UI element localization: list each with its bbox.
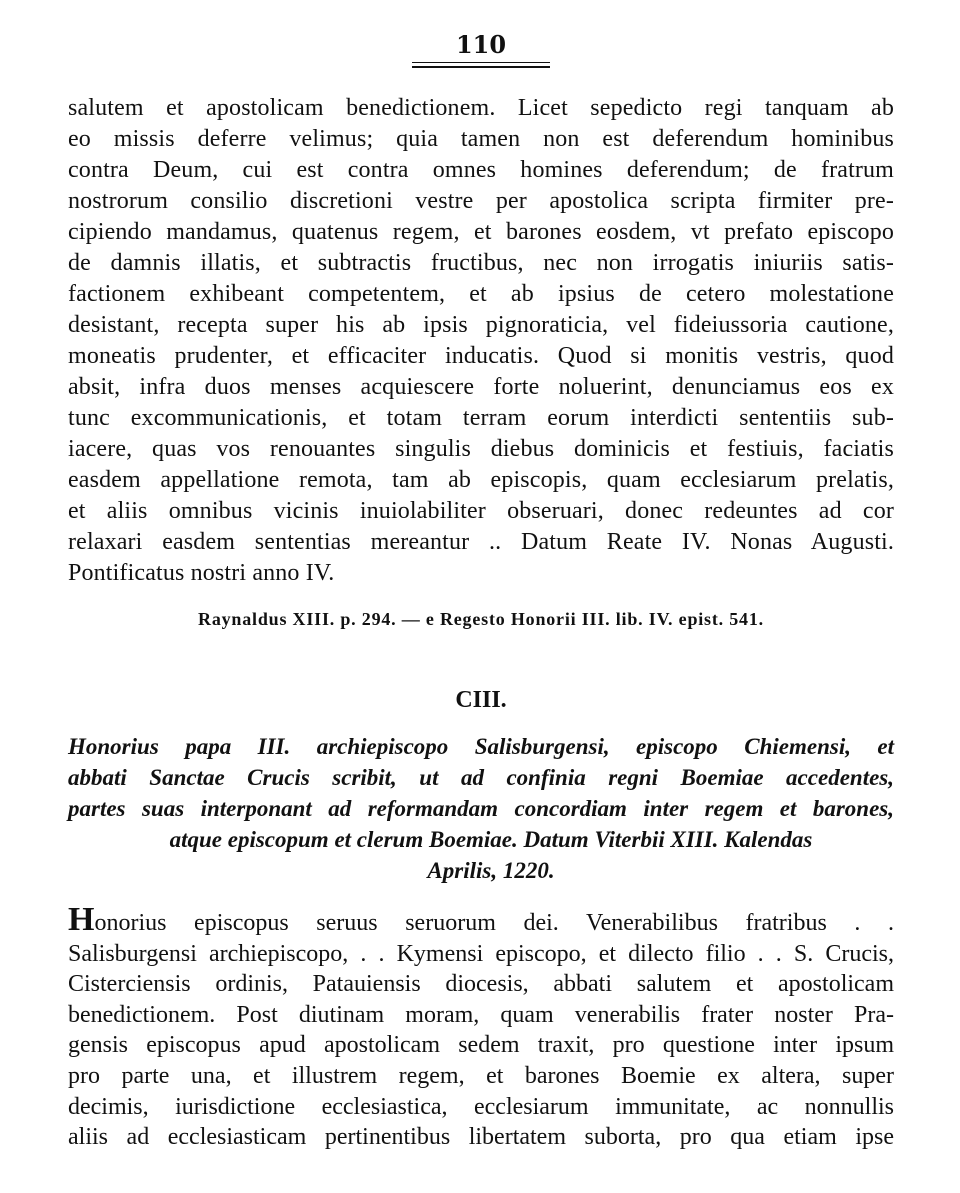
text-line: tunc excommunicationis, et totam terram eorum interdicti sententiis sub- xyxy=(68,405,894,431)
text-line: salutem et apostolicam benedictionem. Licet sepedicto regi tanquam ab xyxy=(68,95,894,121)
text-line: Cisterciensis ordinis, Patauiensis diocesis, abbati salutem et apostolicam xyxy=(68,971,894,998)
text-line: nostrorum consilio discretioni vestre per apostolica scripta firmiter pre- xyxy=(68,188,894,214)
text-line: absit, infra duos menses acquiescere forte noluerint, denunciamus eos ex xyxy=(68,374,894,400)
summary-line: atque episcopum et clerum Boemiae. Datum Viterbii XIII. Kalendas xyxy=(169,827,813,852)
summary-line: Aprilis, 1220. xyxy=(427,858,555,883)
document-page xyxy=(68,30,894,1153)
drop-initial: H xyxy=(68,901,95,938)
source-citation: Raynaldus XIII. p. 294. — e Regesto Honorii III. lib. IV. epist. 541. xyxy=(198,609,764,629)
text-line: eo missis deferre velimus; quia tamen non est deferendum hominibus xyxy=(68,126,894,152)
text-line: Salisburgensi archiepiscopo, . . Kymensi episcopo, et dilecto filio . . S. Crucis, xyxy=(68,940,894,967)
text-line: et aliis omnibus vicinis inuiolabiliter obseruari, donec redeuntes ad cor xyxy=(68,498,894,524)
text-line: iacere, quas vos renouantes singulis diebus dominicis et festiuis, faciatis xyxy=(68,436,894,462)
text-line: pro parte una, et illustrem regem, et barones Boemie ex altera, super xyxy=(68,1062,894,1089)
page-number: 110 xyxy=(455,30,507,59)
text-line: de damnis illatis, et subtractis fructibus, nec non irrogatis iniuriis satis- xyxy=(68,250,894,276)
header-rule xyxy=(412,62,550,68)
text-line: aliis ad ecclesiasticam pertinentibus libertatem suborta, pro qua etiam ipse xyxy=(68,1124,894,1151)
text-line: gensis episcopus apud apostolicam sedem traxit, pro questione inter ipsum xyxy=(68,1032,894,1059)
summary-line: Honorius papa III. archiepiscopo Salisburgensi, episcopo Chiemensi, et xyxy=(68,734,894,759)
document-number: CIII. xyxy=(455,687,507,713)
text-line: relaxari easdem sententias mereantur .. Datum Reate IV. Nonas Augusti. xyxy=(68,529,894,555)
text-line: moneatis prudenter, et efficaciter inducatis. Quod si monitis vestris, quod xyxy=(68,343,894,369)
text-line: decimis, iurisdictione ecclesiastica, ecclesiarum immunitate, ac nonnullis xyxy=(68,1093,894,1120)
summary-line: partes suas interponant ad reformandam concordiam inter regem et barones, xyxy=(68,796,894,821)
text-line: factionem exhibeant competentem, et ab ipsius de cetero molestatione xyxy=(68,281,894,307)
letter-text xyxy=(68,901,894,1153)
text-line: Pontificatus nostri anno IV. xyxy=(68,560,335,586)
text-line: easdem appellatione remota, tam ab episcopis, quam ecclesiarum prelatis, xyxy=(68,467,894,493)
text-line: benedictionem. Post diutinam moram, quam venerabilis frater noster Pra- xyxy=(68,1001,894,1028)
text-line: cipiendo mandamus, quatenus regem, et barones eosdem, vt prefato episcopo xyxy=(68,219,894,245)
text-line: desistant, recepta super his ab ipsis pignoraticia, vel fideiussoria cautione, xyxy=(68,312,894,338)
text-line: contra Deum, cui est contra omnes homines deferendum; de fratrum xyxy=(68,157,894,183)
letter-first-line-text: onorius episcopus seruus seruorum dei. Venerabilibus fratribus . . xyxy=(94,910,894,936)
letter-continuation-text xyxy=(68,93,894,589)
summary-line: abbati Sanctae Crucis scribit, ut ad confinia regni Boemiae accedentes, xyxy=(68,765,894,790)
document-summary xyxy=(68,731,894,886)
letter-first-line xyxy=(68,901,894,939)
